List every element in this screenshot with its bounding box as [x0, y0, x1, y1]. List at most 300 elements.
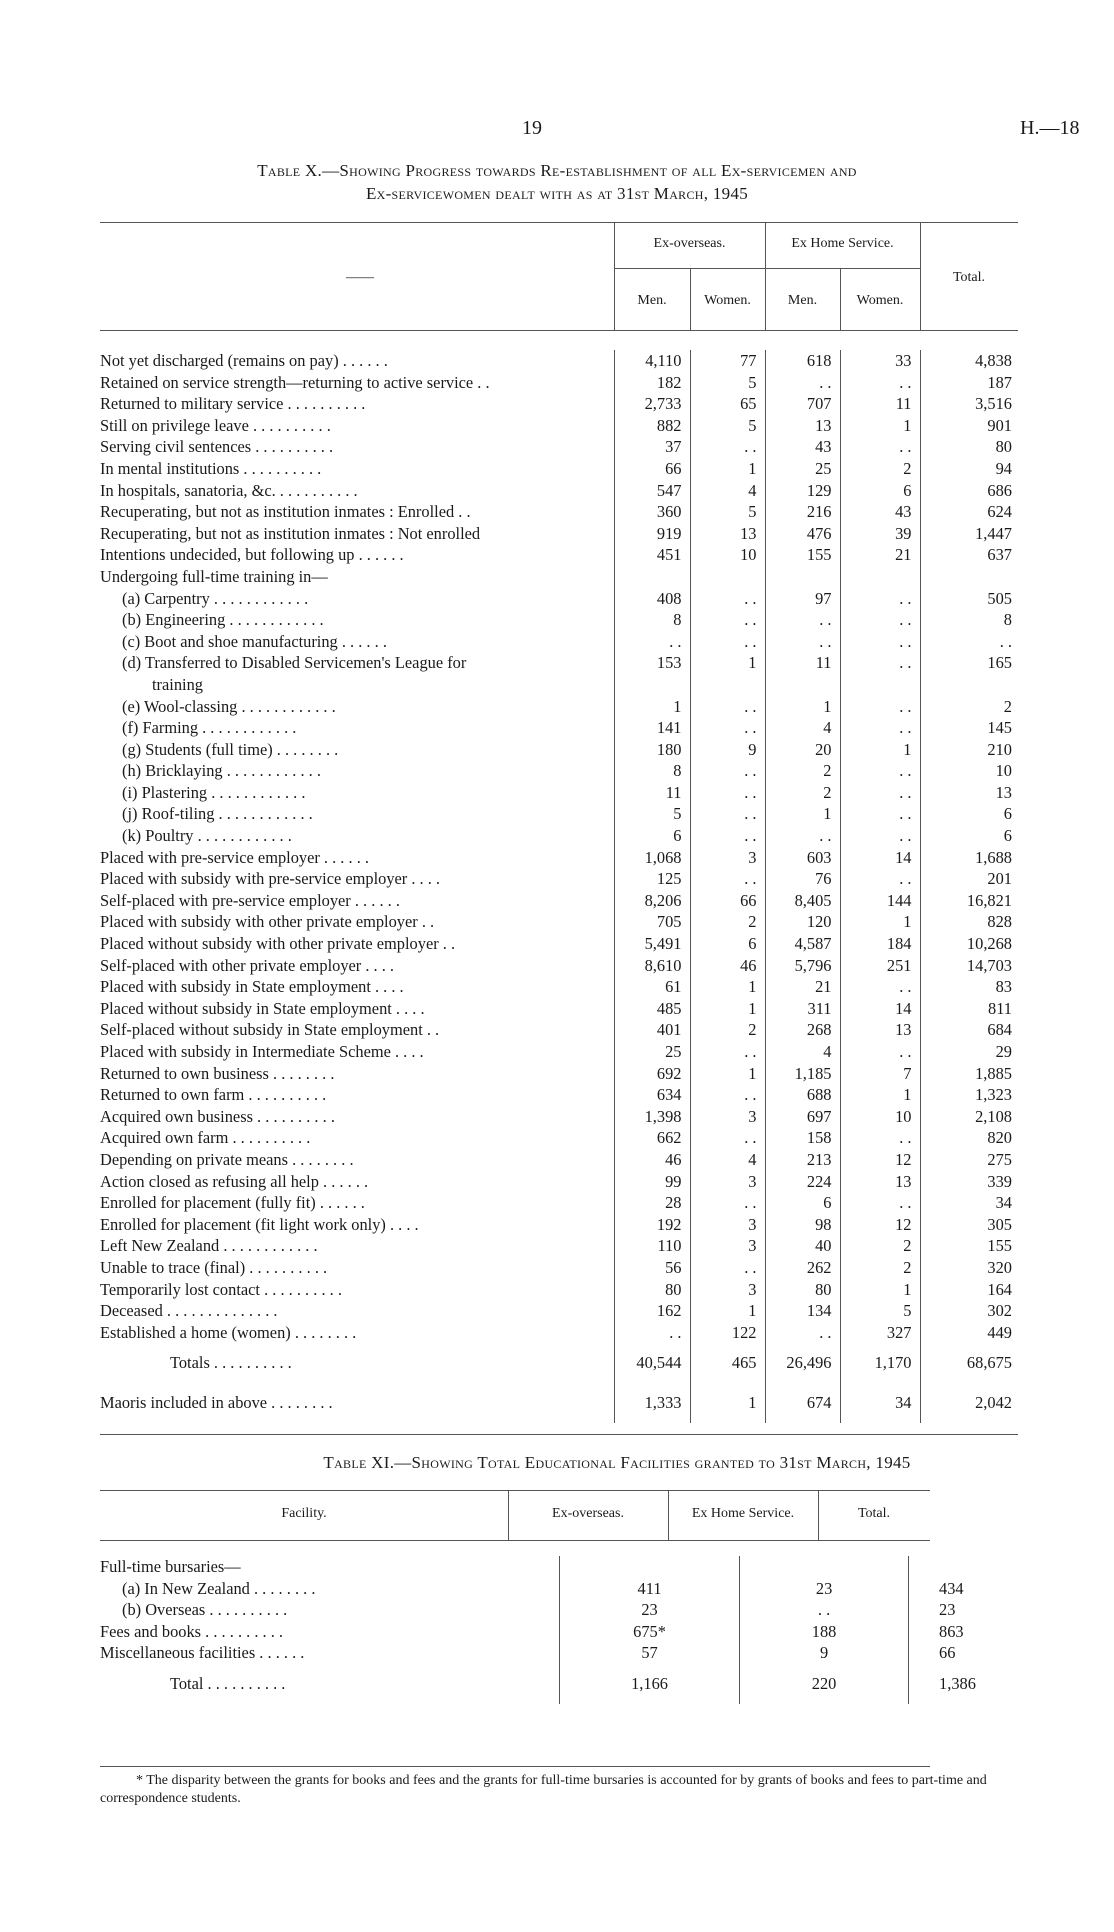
row-value: . .	[840, 825, 920, 847]
row-value: 7	[840, 1063, 920, 1085]
row-value: 13	[765, 415, 840, 437]
row-value: 1,447	[920, 523, 1018, 545]
row-label: (c) Boot and shoe manufacturing . . . . . .	[122, 631, 387, 651]
table-row	[100, 1642, 1100, 1664]
row-value: 327	[840, 1322, 920, 1344]
row-value: 43	[840, 501, 920, 523]
row-value: 46	[690, 955, 765, 977]
row-value: 23	[740, 1578, 909, 1600]
row-value: . .	[840, 1127, 920, 1149]
row-label: Retained on service strength—returning to active service . .	[100, 372, 490, 392]
row-value: 110	[614, 1235, 690, 1257]
row-label: Full-time bursaries—	[100, 1557, 241, 1576]
row-value: 624	[920, 501, 1018, 523]
row-value: . .	[690, 782, 765, 804]
page-number: 19	[522, 117, 542, 139]
page-reference: H.—18	[1020, 117, 1080, 139]
row-value	[690, 674, 765, 696]
row-label: (a) In New Zealand . . . . . . . .	[122, 1578, 316, 1598]
row-value: 10,268	[920, 933, 1018, 955]
table-row	[100, 501, 1018, 523]
row-value: 634	[614, 1084, 690, 1106]
row-value: 125	[614, 868, 690, 890]
row-value: . .	[690, 1127, 765, 1149]
table-row	[100, 1106, 1018, 1128]
row-value: 2	[765, 782, 840, 804]
row-label: In mental institutions . . . . . . . . . .	[100, 458, 322, 478]
row-value: 8	[614, 609, 690, 631]
row-value: . .	[765, 372, 840, 394]
table10-header-bottom-rule	[100, 330, 1018, 331]
row-value: 1,688	[920, 847, 1018, 869]
row-value: 165	[920, 652, 1018, 674]
row-value: 1	[690, 998, 765, 1020]
row-value: 164	[920, 1279, 1018, 1301]
table11-top-rule	[100, 1490, 930, 1491]
row-value: . .	[840, 1041, 920, 1063]
row-value: . .	[690, 760, 765, 782]
table-row	[100, 609, 1018, 631]
row-value: 4	[765, 1041, 840, 1063]
table10-col-overseas-women: Women.	[704, 293, 751, 308]
row-label: Returned to own farm . . . . . . . . . .	[100, 1085, 327, 1105]
row-value: 2	[690, 911, 765, 933]
row-value: . .	[840, 696, 920, 718]
row-value: 2	[920, 696, 1018, 718]
totals-value: 40,544	[614, 1343, 690, 1383]
totals-value: 26,496	[765, 1343, 840, 1383]
table11-caption: Table XI.—Showing Total Educational Facilities granted to 31st March, 1945	[323, 1453, 911, 1472]
row-value: 320	[920, 1257, 1018, 1279]
row-value	[840, 566, 920, 588]
row-label: Depending on private means . . . . . . . .	[100, 1149, 354, 1169]
row-value: 705	[614, 911, 690, 933]
table-row	[100, 1084, 1018, 1106]
row-value: . .	[840, 631, 920, 653]
row-value: 187	[920, 372, 1018, 394]
row-value: 213	[765, 1149, 840, 1171]
row-value: . .	[840, 976, 920, 998]
row-value: 1	[840, 1084, 920, 1106]
totals-value: 68,675	[920, 1343, 1018, 1383]
row-value: 3	[690, 847, 765, 869]
row-value: 5	[840, 1300, 920, 1322]
row-value: 66	[909, 1642, 1100, 1664]
row-value: 637	[920, 544, 1018, 566]
row-label: Returned to military service . . . . . . . . . .	[100, 394, 366, 414]
row-label: Action closed as refusing all help . . . . . .	[100, 1171, 369, 1191]
table11-header-bottom-rule	[100, 1540, 930, 1541]
row-value: 547	[614, 480, 690, 502]
row-value: 5,796	[765, 955, 840, 977]
table-row	[100, 480, 1018, 502]
table-row	[100, 350, 1018, 372]
row-value: 201	[920, 868, 1018, 890]
row-label: Placed with subsidy in Intermediate Scheme . . . .	[100, 1042, 424, 1061]
row-value: 302	[920, 1300, 1018, 1322]
table-row	[100, 1192, 1018, 1214]
row-value: 1,885	[920, 1063, 1018, 1085]
row-value: 3	[690, 1279, 765, 1301]
table11-col-overseas: Ex-overseas.	[552, 1506, 624, 1521]
row-value: 8	[614, 760, 690, 782]
row-value: 3,516	[920, 393, 1018, 415]
row-value: 275	[920, 1149, 1018, 1171]
row-label: Self-placed without subsidy in State employment . .	[100, 1020, 440, 1040]
row-value: 3	[690, 1214, 765, 1236]
table-row	[100, 998, 1018, 1020]
row-value: 707	[765, 393, 840, 415]
row-value: 684	[920, 1019, 1018, 1041]
table-row	[100, 1019, 1018, 1041]
row-label: (g) Students (full time) . . . . . . . .	[122, 739, 339, 759]
row-value: . .	[840, 1192, 920, 1214]
maoris-value: 1	[690, 1383, 765, 1423]
row-value: 686	[920, 480, 1018, 502]
row-value: 10	[840, 1106, 920, 1128]
row-value: 25	[765, 458, 840, 480]
row-value: 1	[690, 1300, 765, 1322]
table-row	[100, 566, 1018, 588]
table-row	[100, 955, 1018, 977]
maoris-label: Maoris included in above . . . . . . . .	[100, 1393, 333, 1413]
row-label: Miscellaneous facilities . . . . . .	[100, 1643, 305, 1663]
row-label: (d) Transferred to Disabled Servicemen's League for	[122, 653, 467, 673]
row-value: 11	[614, 782, 690, 804]
row-value	[765, 566, 840, 588]
table-row	[100, 803, 1018, 825]
table-row	[100, 739, 1018, 761]
row-value: 8,405	[765, 890, 840, 912]
row-value: 10	[690, 544, 765, 566]
row-value: 122	[690, 1322, 765, 1344]
row-value: 99	[614, 1171, 690, 1193]
totals-row	[100, 1343, 1018, 1383]
row-label: Acquired own business . . . . . . . . . .	[100, 1106, 335, 1126]
row-value: 1	[840, 1279, 920, 1301]
row-value: 1	[840, 911, 920, 933]
table-row	[100, 1257, 1018, 1279]
row-value	[840, 674, 920, 696]
row-value: 485	[614, 998, 690, 1020]
table-row	[100, 652, 1018, 674]
row-value: 2,733	[614, 393, 690, 415]
row-value: 5	[690, 415, 765, 437]
row-value: 144	[840, 890, 920, 912]
row-value: 16,821	[920, 890, 1018, 912]
row-label: (i) Plastering . . . . . . . . . . . .	[122, 782, 306, 802]
table-row	[100, 1279, 1018, 1301]
row-value: . .	[690, 696, 765, 718]
row-value: 14	[840, 847, 920, 869]
row-value: 476	[765, 523, 840, 545]
row-label: Established a home (women) . . . . . . . .	[100, 1322, 357, 1342]
row-value: 25	[614, 1041, 690, 1063]
table10-col-total: Total.	[952, 270, 986, 285]
row-value: 40	[765, 1235, 840, 1257]
table-row	[100, 933, 1018, 955]
row-label: Placed without subsidy with other private employer . .	[100, 934, 456, 954]
row-value	[765, 674, 840, 696]
row-value: 5	[690, 501, 765, 523]
row-value: 618	[765, 350, 840, 372]
total-label: Total . . . . . . . . . .	[170, 1673, 286, 1693]
table10-group-overseas: Ex-overseas.	[653, 236, 726, 251]
row-value: 4,110	[614, 350, 690, 372]
row-value: 919	[614, 523, 690, 545]
table-row	[100, 696, 1018, 718]
row-value: . .	[840, 436, 920, 458]
row-value: 34	[920, 1192, 1018, 1214]
row-label: Recuperating, but not as institution inmates : Enrolled . .	[100, 502, 471, 522]
table-row	[100, 458, 1018, 480]
row-value: 66	[614, 458, 690, 480]
row-value: . .	[765, 609, 840, 631]
row-value: 153	[614, 652, 690, 674]
row-label: (k) Poultry . . . . . . . . . . . .	[122, 826, 292, 846]
row-value: 8	[920, 609, 1018, 631]
row-value	[909, 1556, 1100, 1578]
row-value: 2	[765, 760, 840, 782]
row-value: 688	[765, 1084, 840, 1106]
row-value: 6	[840, 480, 920, 502]
row-value: 76	[765, 868, 840, 890]
row-value: 13	[840, 1171, 920, 1193]
total-value: 220	[740, 1664, 909, 1704]
row-label: Enrolled for placement (fit light work only) . . . .	[100, 1214, 419, 1234]
row-value: 1	[690, 652, 765, 674]
row-label: (j) Roof-tiling . . . . . . . . . . . .	[122, 804, 313, 824]
row-value: 61	[614, 976, 690, 998]
row-value: 1	[614, 696, 690, 718]
row-value: 23	[559, 1599, 739, 1621]
row-value: 401	[614, 1019, 690, 1041]
row-value: 155	[765, 544, 840, 566]
table10-body	[100, 350, 1018, 1423]
row-value: 182	[614, 372, 690, 394]
row-value: . .	[840, 717, 920, 739]
row-value: 9	[690, 739, 765, 761]
row-value: 77	[690, 350, 765, 372]
row-value	[920, 674, 1018, 696]
maoris-value: 2,042	[920, 1383, 1018, 1423]
table11-col-total: Total.	[857, 1506, 891, 1521]
row-value: 820	[920, 1127, 1018, 1149]
table-row	[100, 523, 1018, 545]
row-label: training	[152, 674, 203, 694]
row-value: 449	[920, 1322, 1018, 1344]
row-value: 1	[690, 458, 765, 480]
row-label: Not yet discharged (remains on pay) . . . . . .	[100, 351, 388, 370]
row-label: Returned to own business . . . . . . . .	[100, 1063, 335, 1083]
row-label: Self-placed with pre-service employer . . . . . .	[100, 890, 400, 910]
table10-bottom-rule	[100, 1434, 1018, 1435]
row-value	[920, 566, 1018, 588]
row-value: . .	[840, 609, 920, 631]
row-label: Still on privilege leave . . . . . . . . . .	[100, 415, 331, 435]
row-value: 5	[690, 372, 765, 394]
row-value: 2	[840, 458, 920, 480]
row-value: 4	[690, 480, 765, 502]
row-value: 697	[765, 1106, 840, 1128]
row-value: 6	[614, 825, 690, 847]
table10-col-home-women: Women.	[856, 293, 904, 308]
row-label: Serving civil sentences . . . . . . . . . .	[100, 437, 334, 457]
row-value: 8,610	[614, 955, 690, 977]
row-value: 1,185	[765, 1063, 840, 1085]
totals-value: 465	[690, 1343, 765, 1383]
table-row	[100, 415, 1018, 437]
row-value: 311	[765, 998, 840, 1020]
row-value: 1,323	[920, 1084, 1018, 1106]
table-row	[100, 890, 1018, 912]
row-value: . .	[690, 803, 765, 825]
row-label: Recuperating, but not as institution inmates : Not enrolled	[100, 523, 481, 543]
row-value: 411	[559, 1578, 739, 1600]
row-value: 692	[614, 1063, 690, 1085]
row-value	[740, 1556, 909, 1578]
row-value: 188	[740, 1621, 909, 1643]
row-value: . .	[690, 1192, 765, 1214]
row-value: . .	[690, 868, 765, 890]
row-label: Self-placed with other private employer . . . .	[100, 955, 395, 975]
row-value: 13	[840, 1019, 920, 1041]
table11-bottom-rule	[100, 1766, 930, 1767]
row-value: 20	[765, 739, 840, 761]
row-value: 2	[840, 1257, 920, 1279]
row-label: Fees and books . . . . . . . . . .	[100, 1621, 284, 1641]
table-row	[100, 782, 1018, 804]
row-value: 11	[765, 652, 840, 674]
row-value: . .	[690, 609, 765, 631]
row-value: 11	[840, 393, 920, 415]
row-value: 1,398	[614, 1106, 690, 1128]
row-value: 23	[909, 1599, 1100, 1621]
row-value: 83	[920, 976, 1018, 998]
row-value: . .	[840, 372, 920, 394]
row-value: 192	[614, 1214, 690, 1236]
row-value: 901	[920, 415, 1018, 437]
row-value: 268	[765, 1019, 840, 1041]
row-value: 4,587	[765, 933, 840, 955]
table10-blank-header: ——	[346, 270, 374, 285]
table10-col-home-men: Men.	[787, 293, 818, 308]
row-value: 129	[765, 480, 840, 502]
maoris-row	[100, 1383, 1018, 1423]
table-row	[100, 868, 1018, 890]
row-value: 3	[690, 1106, 765, 1128]
table-row	[100, 1322, 1018, 1344]
table-row	[100, 631, 1018, 653]
row-label: Deceased . . . . . . . . . . . . . .	[100, 1301, 278, 1321]
row-value: 216	[765, 501, 840, 523]
table-row	[100, 825, 1018, 847]
row-value: . .	[840, 760, 920, 782]
row-label: Left New Zealand . . . . . . . . . . . .	[100, 1236, 318, 1256]
row-value	[614, 566, 690, 588]
row-value: 505	[920, 588, 1018, 610]
row-value: 1	[690, 1063, 765, 1085]
row-value: 162	[614, 1300, 690, 1322]
table-row	[100, 717, 1018, 739]
row-value: 158	[765, 1127, 840, 1149]
row-value: 5,491	[614, 933, 690, 955]
row-value: . .	[840, 588, 920, 610]
table10-group-home: Ex Home Service.	[791, 236, 894, 251]
row-value: . .	[840, 652, 920, 674]
row-value: 1	[840, 739, 920, 761]
total-value: 1,386	[909, 1664, 1100, 1704]
row-value: 1	[690, 976, 765, 998]
table-row	[100, 1214, 1018, 1236]
row-value: 21	[840, 544, 920, 566]
table-row	[100, 393, 1018, 415]
row-value: 66	[690, 890, 765, 912]
table-row	[100, 1556, 1100, 1578]
row-value: 56	[614, 1257, 690, 1279]
row-value	[614, 674, 690, 696]
total-row	[100, 1664, 1100, 1704]
row-label: Intentions undecided, but following up . . . . . .	[100, 545, 404, 565]
row-value: 33	[840, 350, 920, 372]
table-row	[100, 1127, 1018, 1149]
row-value: 46	[614, 1149, 690, 1171]
maoris-value: 674	[765, 1383, 840, 1423]
row-value: 141	[614, 717, 690, 739]
row-value: 80	[614, 1279, 690, 1301]
row-value: . .	[840, 803, 920, 825]
table-row	[100, 1300, 1018, 1322]
row-value: 120	[765, 911, 840, 933]
row-value: 2,108	[920, 1106, 1018, 1128]
table11-body	[100, 1556, 1100, 1704]
table11-col-home: Ex Home Service.	[691, 1506, 795, 1521]
table10-col-overseas-men: Men.	[637, 293, 667, 308]
row-label: Placed with subsidy with other private employer . .	[100, 912, 435, 932]
row-value: 14,703	[920, 955, 1018, 977]
row-value: 251	[840, 955, 920, 977]
row-value: . .	[690, 717, 765, 739]
table-row	[100, 372, 1018, 394]
row-value: 339	[920, 1171, 1018, 1193]
row-value: 1,068	[614, 847, 690, 869]
row-value: 863	[909, 1621, 1100, 1643]
row-value: 39	[840, 523, 920, 545]
row-value: 13	[690, 523, 765, 545]
row-value: 882	[614, 415, 690, 437]
row-label: Placed with subsidy with pre-service employer . . . .	[100, 869, 441, 889]
row-value: 262	[765, 1257, 840, 1279]
row-value: 2	[690, 1019, 765, 1041]
table-row	[100, 847, 1018, 869]
row-value: 184	[840, 933, 920, 955]
row-value: . .	[690, 825, 765, 847]
row-value: . .	[690, 631, 765, 653]
row-value: 28	[614, 1192, 690, 1214]
row-value: . .	[920, 631, 1018, 653]
row-value: 6	[920, 803, 1018, 825]
row-value: 12	[840, 1214, 920, 1236]
row-value: 1	[765, 696, 840, 718]
row-label: (a) Carpentry . . . . . . . . . . . .	[122, 588, 309, 608]
table-row	[100, 1171, 1018, 1193]
row-value: 14	[840, 998, 920, 1020]
table-row	[100, 760, 1018, 782]
row-value: 3	[690, 1171, 765, 1193]
row-label: Placed with pre-service employer . . . . . .	[100, 847, 369, 867]
table-row	[100, 674, 1018, 696]
row-value: 4	[765, 717, 840, 739]
